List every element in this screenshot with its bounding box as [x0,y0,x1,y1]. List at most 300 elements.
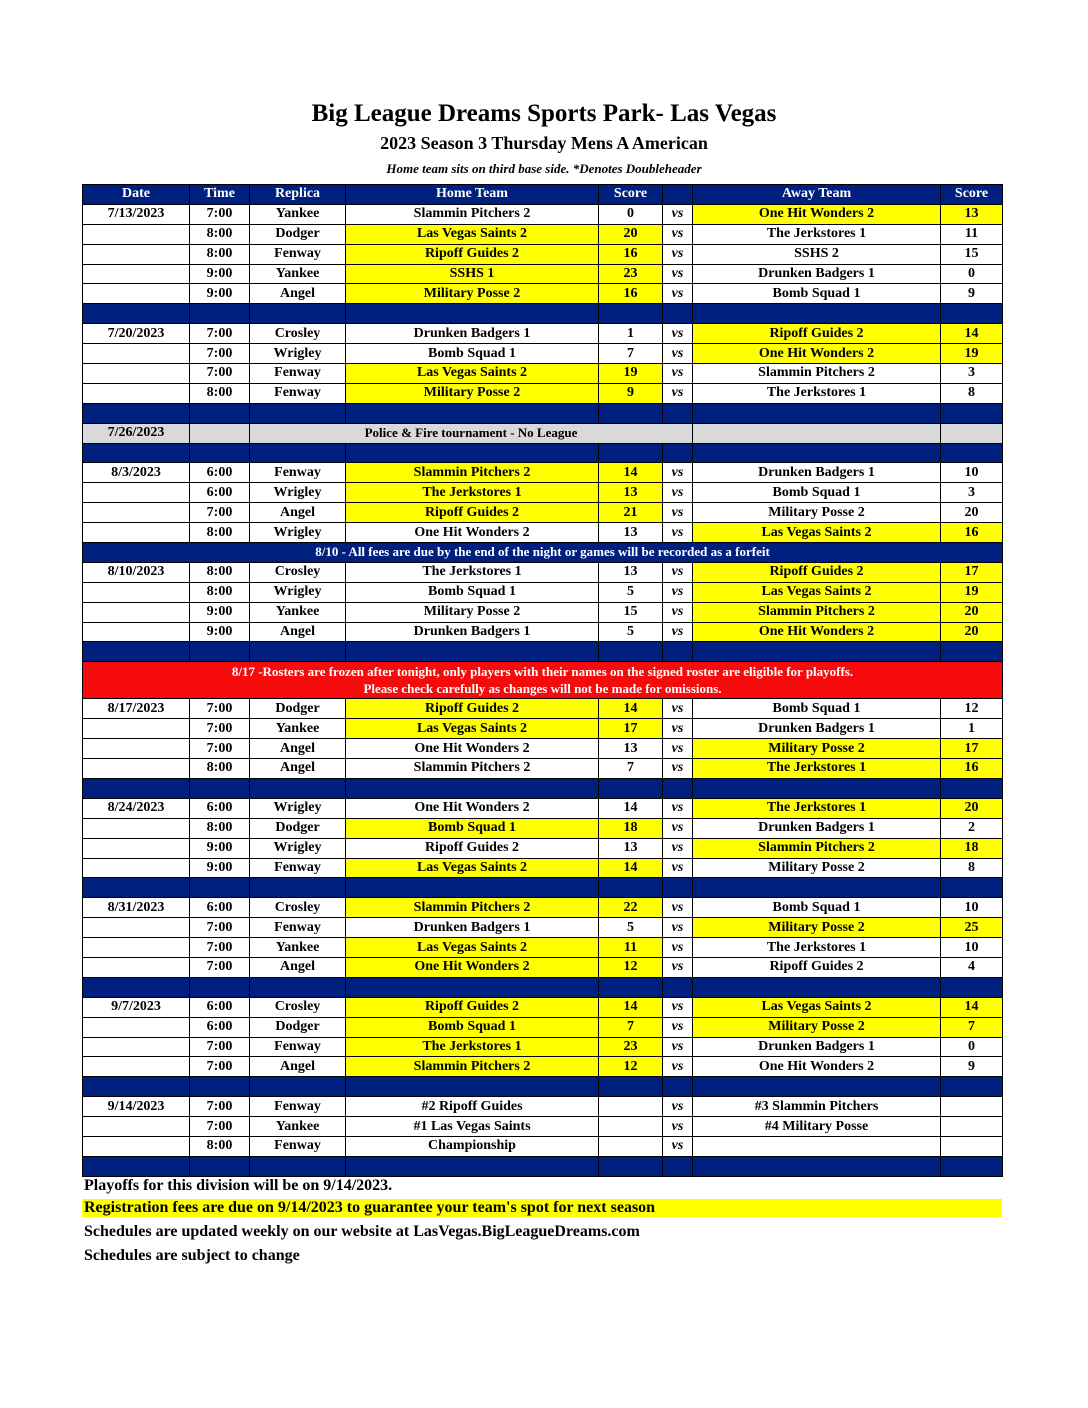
separator-row [83,778,1003,798]
separator-row [83,977,1003,997]
home-score: 16 [599,284,663,304]
game-time: 7:00 [190,938,250,958]
game-date [83,503,190,523]
playoffs-note: Playoffs for this division will be on 9/14/2023. [84,1177,393,1194]
away-score [941,1117,1003,1137]
home-team: Ripoff Guides 2 [346,503,599,523]
game-field: Crosley [250,898,346,918]
game-row [83,938,1003,958]
away-score: 25 [941,918,1003,938]
game-date: 8/17/2023 [83,699,190,719]
separator-cell [693,1156,941,1176]
game-time: 8:00 [190,244,250,264]
separator-cell [599,443,663,463]
away-team: Las Vegas Saints 2 [693,582,941,602]
separator-cell [599,878,663,898]
home-team: Las Vegas Saints 2 [346,719,599,739]
home-team: Bomb Squad 1 [346,582,599,602]
separator-cell [599,1077,663,1097]
game-field: Yankee [250,204,346,224]
game-row [83,562,1003,582]
col-header-home-team: Home Team [346,185,599,205]
away-team: The Jerkstores 1 [693,938,941,958]
separator-cell [346,403,599,423]
away-team: Drunken Badgers 1 [693,264,941,284]
vs-label: vs [663,699,693,719]
separator-cell [941,403,1003,423]
game-date [83,1017,190,1037]
game-date [83,602,190,622]
game-field: Angel [250,1057,346,1077]
separator-cell [190,977,250,997]
away-score: 20 [941,798,1003,818]
separator-cell [599,642,663,662]
home-score: 14 [599,699,663,719]
game-field: Wrigley [250,344,346,364]
game-time: 9:00 [190,838,250,858]
game-time: 8:00 [190,759,250,779]
game-field: Yankee [250,602,346,622]
game-field: Wrigley [250,838,346,858]
game-row [83,957,1003,977]
home-score: 7 [599,1017,663,1037]
home-score: 23 [599,1037,663,1057]
separator-row [83,878,1003,898]
separator-row [83,1077,1003,1097]
home-score: 20 [599,224,663,244]
game-field: Dodger [250,699,346,719]
game-time: 8:00 [190,383,250,403]
separator-cell [346,977,599,997]
home-score: 7 [599,759,663,779]
game-time: 7:00 [190,204,250,224]
vs-label: vs [663,264,693,284]
game-row [83,699,1003,719]
home-team: Military Posse 2 [346,284,599,304]
vs-label: vs [663,938,693,958]
event-empty [190,423,250,443]
separator-cell [190,304,250,324]
away-score: 15 [941,244,1003,264]
separator-cell [346,778,599,798]
separator-cell [693,642,941,662]
separator-cell [693,443,941,463]
game-time: 7:00 [190,344,250,364]
separator-cell [250,642,346,662]
game-time: 7:00 [190,699,250,719]
game-date: 9/7/2023 [83,997,190,1017]
event-row [83,423,1003,443]
game-date [83,344,190,364]
game-date [83,622,190,642]
game-row [83,344,1003,364]
home-score: 14 [599,463,663,483]
away-score: 7 [941,1017,1003,1037]
game-field: Wrigley [250,582,346,602]
home-team: #2 Ripoff Guides [346,1097,599,1117]
away-team: Drunken Badgers 1 [693,463,941,483]
separator-cell [941,1156,1003,1176]
game-row [83,1117,1003,1137]
separator-cell [250,878,346,898]
game-time: 6:00 [190,798,250,818]
home-team: Las Vegas Saints 2 [346,858,599,878]
separator-cell [941,443,1003,463]
home-score: 18 [599,818,663,838]
game-field: Yankee [250,1117,346,1137]
separator-cell [599,304,663,324]
vs-label: vs [663,818,693,838]
game-row [83,1017,1003,1037]
separator-cell [250,304,346,324]
home-team: One Hit Wonders 2 [346,523,599,543]
game-time: 9:00 [190,284,250,304]
vs-label: vs [663,858,693,878]
away-score: 20 [941,602,1003,622]
game-field: Angel [250,759,346,779]
home-score [599,1097,663,1117]
away-score: 0 [941,264,1003,284]
separator-cell [83,304,190,324]
home-score: 17 [599,719,663,739]
separator-cell [190,1077,250,1097]
game-row [83,1057,1003,1077]
vs-label: vs [663,284,693,304]
game-field: Crosley [250,562,346,582]
game-date [83,284,190,304]
game-field: Yankee [250,264,346,284]
home-team: One Hit Wonders 2 [346,957,599,977]
home-score: 12 [599,1057,663,1077]
page-subtitle: 2023 Season 3 Thursday Mens A American [380,133,708,153]
game-time: 9:00 [190,264,250,284]
separator-cell [599,403,663,423]
vs-label: vs [663,344,693,364]
away-team: One Hit Wonders 2 [693,622,941,642]
game-field: Wrigley [250,523,346,543]
separator-cell [693,878,941,898]
vs-label: vs [663,1057,693,1077]
game-row [83,818,1003,838]
separator-cell [83,778,190,798]
game-field: Fenway [250,858,346,878]
away-team: Slammin Pitchers 2 [693,602,941,622]
separator-cell [693,403,941,423]
col-header-time: Time [190,185,250,205]
away-team: Military Posse 2 [693,918,941,938]
game-row [83,798,1003,818]
separator-cell [83,642,190,662]
game-date [83,858,190,878]
home-team: One Hit Wonders 2 [346,798,599,818]
game-row [83,483,1003,503]
away-team: Ripoff Guides 2 [693,324,941,344]
separator-row [83,403,1003,423]
home-score: 5 [599,622,663,642]
home-team: The Jerkstores 1 [346,1037,599,1057]
away-score: 8 [941,383,1003,403]
game-time: 6:00 [190,898,250,918]
home-score: 15 [599,602,663,622]
home-score [599,1136,663,1156]
away-team: One Hit Wonders 2 [693,1057,941,1077]
away-team: Military Posse 2 [693,858,941,878]
game-time: 7:00 [190,364,250,384]
game-date [83,224,190,244]
separator-cell [941,878,1003,898]
alert-line-2: Please check carefully as changes will not be made for omissions. [363,681,722,697]
separator-cell [83,1077,190,1097]
home-score: 14 [599,858,663,878]
game-row [83,364,1003,384]
away-team: Bomb Squad 1 [693,284,941,304]
home-team: Las Vegas Saints 2 [346,364,599,384]
vs-label: vs [663,898,693,918]
home-team: Drunken Badgers 1 [346,622,599,642]
game-date [83,1117,190,1137]
vs-label: vs [663,483,693,503]
home-score: 5 [599,582,663,602]
home-team: Slammin Pitchers 2 [346,463,599,483]
away-team: The Jerkstores 1 [693,759,941,779]
separator-cell [599,1156,663,1176]
game-field: Wrigley [250,483,346,503]
game-time: 6:00 [190,483,250,503]
separator-cell [346,443,599,463]
vs-label: vs [663,997,693,1017]
separator-cell [693,977,941,997]
home-team: SSHS 1 [346,264,599,284]
game-row [83,324,1003,344]
home-team: Bomb Squad 1 [346,344,599,364]
separator-cell [663,443,693,463]
home-team: Las Vegas Saints 2 [346,224,599,244]
game-time: 7:00 [190,739,250,759]
home-team: Slammin Pitchers 2 [346,898,599,918]
vs-label: vs [663,1117,693,1137]
home-score: 11 [599,938,663,958]
vs-label: vs [663,957,693,977]
vs-label: vs [663,562,693,582]
schedule-body [83,204,1003,1176]
registration-note: Registration fees are due on 9/14/2023 to guarantee your team's spot for next season [82,1199,1002,1217]
separator-cell [83,878,190,898]
game-row [83,224,1003,244]
separator-cell [190,642,250,662]
game-row [83,463,1003,483]
notice-text: 8/10 - All fees are due by the end of the night or games will be recorded as a forfeit [83,543,1003,563]
alert-line-1: 8/17 -Rosters are frozen after tonight, only players with their names on the signed roster are eligible for playoffs. [231,664,854,680]
game-time: 7:00 [190,1037,250,1057]
separator-cell [190,878,250,898]
away-team: #4 Military Posse [693,1117,941,1137]
away-team: One Hit Wonders 2 [693,344,941,364]
event-empty [941,423,1003,443]
game-field: Yankee [250,719,346,739]
away-team: The Jerkstores 1 [693,798,941,818]
home-team: Slammin Pitchers 2 [346,759,599,779]
separator-cell [941,778,1003,798]
home-score: 0 [599,204,663,224]
away-score [941,1097,1003,1117]
away-score: 8 [941,858,1003,878]
vs-label: vs [663,602,693,622]
game-field: Fenway [250,1136,346,1156]
game-row [83,244,1003,264]
game-date [83,818,190,838]
game-field: Fenway [250,364,346,384]
alert-row [83,662,1003,699]
game-row [83,997,1003,1017]
separator-row [83,1156,1003,1176]
page-title: Big League Dreams Sports Park- Las Vegas [311,100,777,127]
game-date [83,918,190,938]
vs-label: vs [663,204,693,224]
game-field: Angel [250,957,346,977]
home-team: Military Posse 2 [346,383,599,403]
away-score: 18 [941,838,1003,858]
game-row [83,523,1003,543]
home-team: Ripoff Guides 2 [346,244,599,264]
game-date [83,364,190,384]
game-time: 7:00 [190,918,250,938]
game-time: 6:00 [190,1017,250,1037]
away-score [941,1136,1003,1156]
away-score: 12 [941,699,1003,719]
home-score: 1 [599,324,663,344]
away-score: 2 [941,818,1003,838]
separator-cell [346,642,599,662]
away-score: 3 [941,364,1003,384]
home-team: Las Vegas Saints 2 [346,938,599,958]
home-score: 19 [599,364,663,384]
separator-cell [250,1156,346,1176]
game-row [83,858,1003,878]
game-date: 7/20/2023 [83,324,190,344]
away-team: The Jerkstores 1 [693,383,941,403]
vs-label: vs [663,719,693,739]
game-field: Dodger [250,224,346,244]
home-team: Slammin Pitchers 2 [346,1057,599,1077]
vs-label: vs [663,523,693,543]
away-score: 13 [941,204,1003,224]
vs-label: vs [663,383,693,403]
separator-cell [190,1156,250,1176]
game-row [83,838,1003,858]
game-date: 8/3/2023 [83,463,190,483]
away-team: #3 Slammin Pitchers [693,1097,941,1117]
away-score: 14 [941,324,1003,344]
away-score: 4 [941,957,1003,977]
away-team: Drunken Badgers 1 [693,719,941,739]
game-row [83,264,1003,284]
game-row [83,582,1003,602]
away-score: 9 [941,284,1003,304]
separator-cell [250,778,346,798]
game-date [83,383,190,403]
game-date [83,1136,190,1156]
game-date [83,523,190,543]
away-team: Slammin Pitchers 2 [693,364,941,384]
game-date [83,719,190,739]
separator-cell [663,304,693,324]
home-team: The Jerkstores 1 [346,483,599,503]
vs-label: vs [663,463,693,483]
home-team: Bomb Squad 1 [346,818,599,838]
game-field: Angel [250,503,346,523]
game-date: 8/10/2023 [83,562,190,582]
game-field: Fenway [250,1037,346,1057]
away-team: Military Posse 2 [693,739,941,759]
game-field: Dodger [250,818,346,838]
separator-cell [346,1077,599,1097]
game-time: 8:00 [190,562,250,582]
vs-label: vs [663,364,693,384]
game-field: Crosley [250,997,346,1017]
game-row [83,759,1003,779]
game-field: Yankee [250,938,346,958]
away-score: 11 [941,224,1003,244]
game-date [83,938,190,958]
away-team: Bomb Squad 1 [693,483,941,503]
game-row [83,918,1003,938]
event-date: 7/26/2023 [83,423,190,443]
home-score: 21 [599,503,663,523]
vs-label: vs [663,739,693,759]
home-team: #1 Las Vegas Saints [346,1117,599,1137]
home-score [599,1117,663,1137]
separator-cell [941,642,1003,662]
away-score: 16 [941,759,1003,779]
game-date [83,759,190,779]
col-header-away-score: Score [941,185,1003,205]
game-field: Wrigley [250,798,346,818]
game-date [83,582,190,602]
home-team: The Jerkstores 1 [346,562,599,582]
separator-cell [663,403,693,423]
event-empty [693,423,941,443]
separator-cell [599,977,663,997]
away-team: The Jerkstores 1 [693,224,941,244]
game-row [83,739,1003,759]
col-header-vs [663,185,693,205]
game-row [83,602,1003,622]
home-team: Military Posse 2 [346,602,599,622]
home-team: Ripoff Guides 2 [346,838,599,858]
game-field: Angel [250,284,346,304]
away-score: 19 [941,344,1003,364]
separator-cell [941,304,1003,324]
away-score: 17 [941,739,1003,759]
home-score: 16 [599,244,663,264]
away-score: 17 [941,562,1003,582]
game-date [83,244,190,264]
game-row [83,1037,1003,1057]
game-time: 9:00 [190,858,250,878]
separator-cell [346,304,599,324]
away-score: 16 [941,523,1003,543]
separator-cell [941,1077,1003,1097]
separator-cell [346,878,599,898]
game-field: Angel [250,739,346,759]
away-score: 20 [941,503,1003,523]
away-team: Ripoff Guides 2 [693,957,941,977]
col-header-away-team: Away Team [693,185,941,205]
separator-cell [663,642,693,662]
game-time: 7:00 [190,957,250,977]
separator-cell [190,778,250,798]
col-header-home-score: Score [599,185,663,205]
